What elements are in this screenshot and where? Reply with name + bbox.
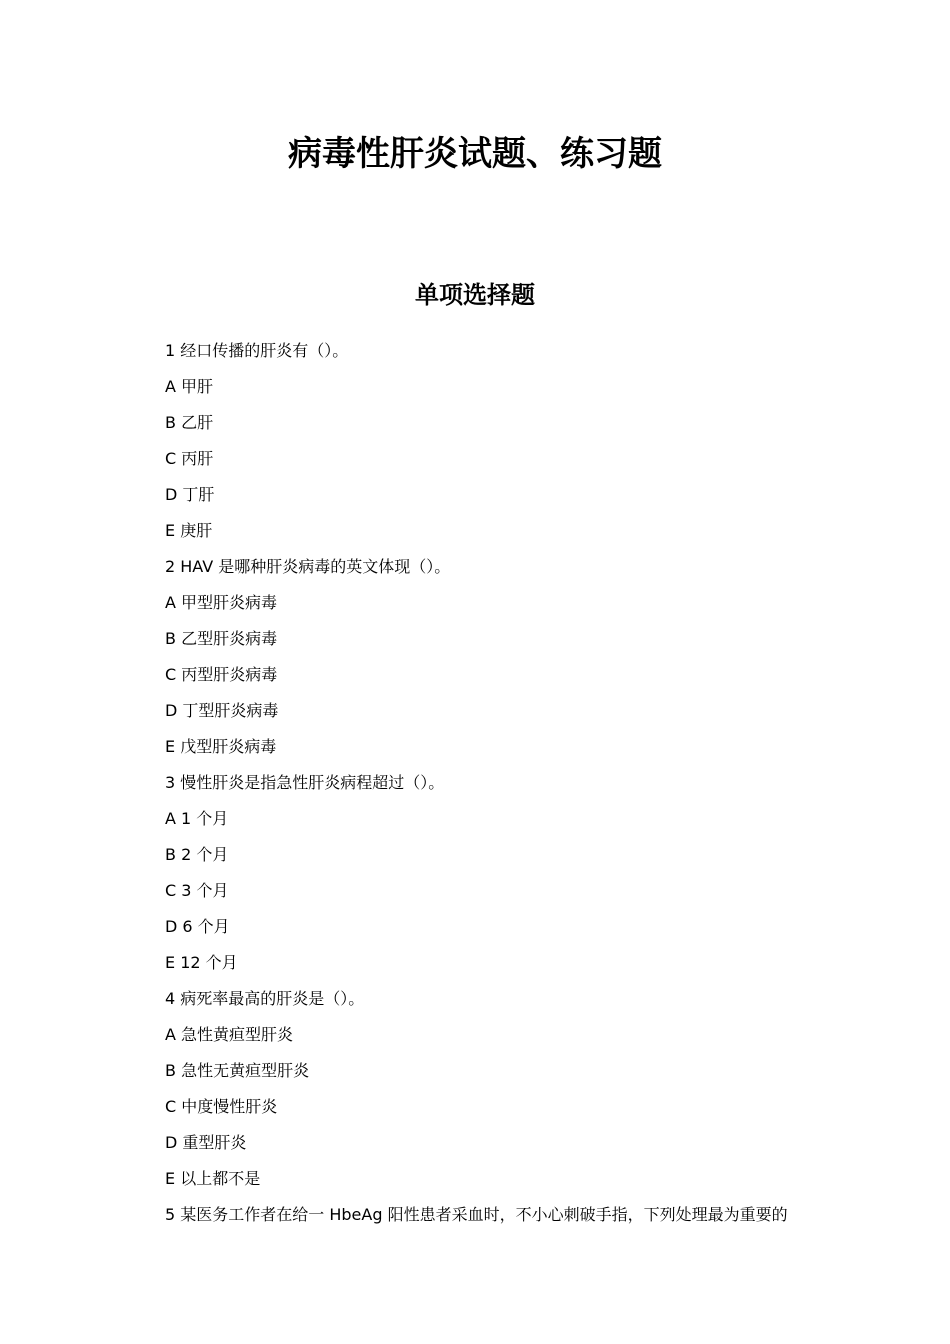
answer-option: B 急性无黄疸型肝炎 <box>165 1061 310 1080</box>
section-title: 单项选择题 <box>415 281 535 309</box>
question-stem: 4 病死率最高的肝炎是（）。 <box>165 989 365 1008</box>
answer-option: B 乙肝 <box>165 413 214 432</box>
answer-option: D 6 个月 <box>165 917 230 936</box>
answer-option: D 丁肝 <box>165 485 215 504</box>
answer-option: E 以上都不是 <box>165 1169 261 1188</box>
answer-option: E 12 个月 <box>165 953 238 972</box>
question-block <box>165 549 865 765</box>
question-stem: 2 HAV 是哪种肝炎病毒的英文体现（）。 <box>165 557 451 576</box>
question-list <box>165 333 865 1233</box>
answer-option: A 甲肝 <box>165 377 214 396</box>
answer-option: E 戊型肝炎病毒 <box>165 737 277 756</box>
answer-option: A 甲型肝炎病毒 <box>165 593 278 612</box>
question-block <box>165 981 865 1197</box>
answer-option: B 2 个月 <box>165 845 229 864</box>
answer-option: E 庚肝 <box>165 521 213 540</box>
answer-option: A 1 个月 <box>165 809 229 828</box>
question-block <box>165 765 865 981</box>
answer-option: B 乙型肝炎病毒 <box>165 629 278 648</box>
answer-option: C 中度慢性肝炎 <box>165 1097 278 1116</box>
answer-option: C 3 个月 <box>165 881 229 900</box>
answer-option: C 丙型肝炎病毒 <box>165 665 278 684</box>
question-stem: 5 某医务工作者在给一 HbeAg 阳性患者采血时，不小心刺破手指，下列处理最为重要的 <box>165 1205 788 1224</box>
question-block <box>165 333 865 549</box>
question-block <box>165 1197 865 1233</box>
answer-option: D 丁型肝炎病毒 <box>165 701 279 720</box>
answer-option: C 丙肝 <box>165 449 214 468</box>
question-stem: 1 经口传播的肝炎有（）。 <box>165 341 349 360</box>
page-title: 病毒性肝炎试题、练习题 <box>288 134 662 174</box>
question-stem: 3 慢性肝炎是指急性肝炎病程超过（）。 <box>165 773 445 792</box>
answer-option: A 急性黄疸型肝炎 <box>165 1025 294 1044</box>
answer-option: D 重型肝炎 <box>165 1133 247 1152</box>
